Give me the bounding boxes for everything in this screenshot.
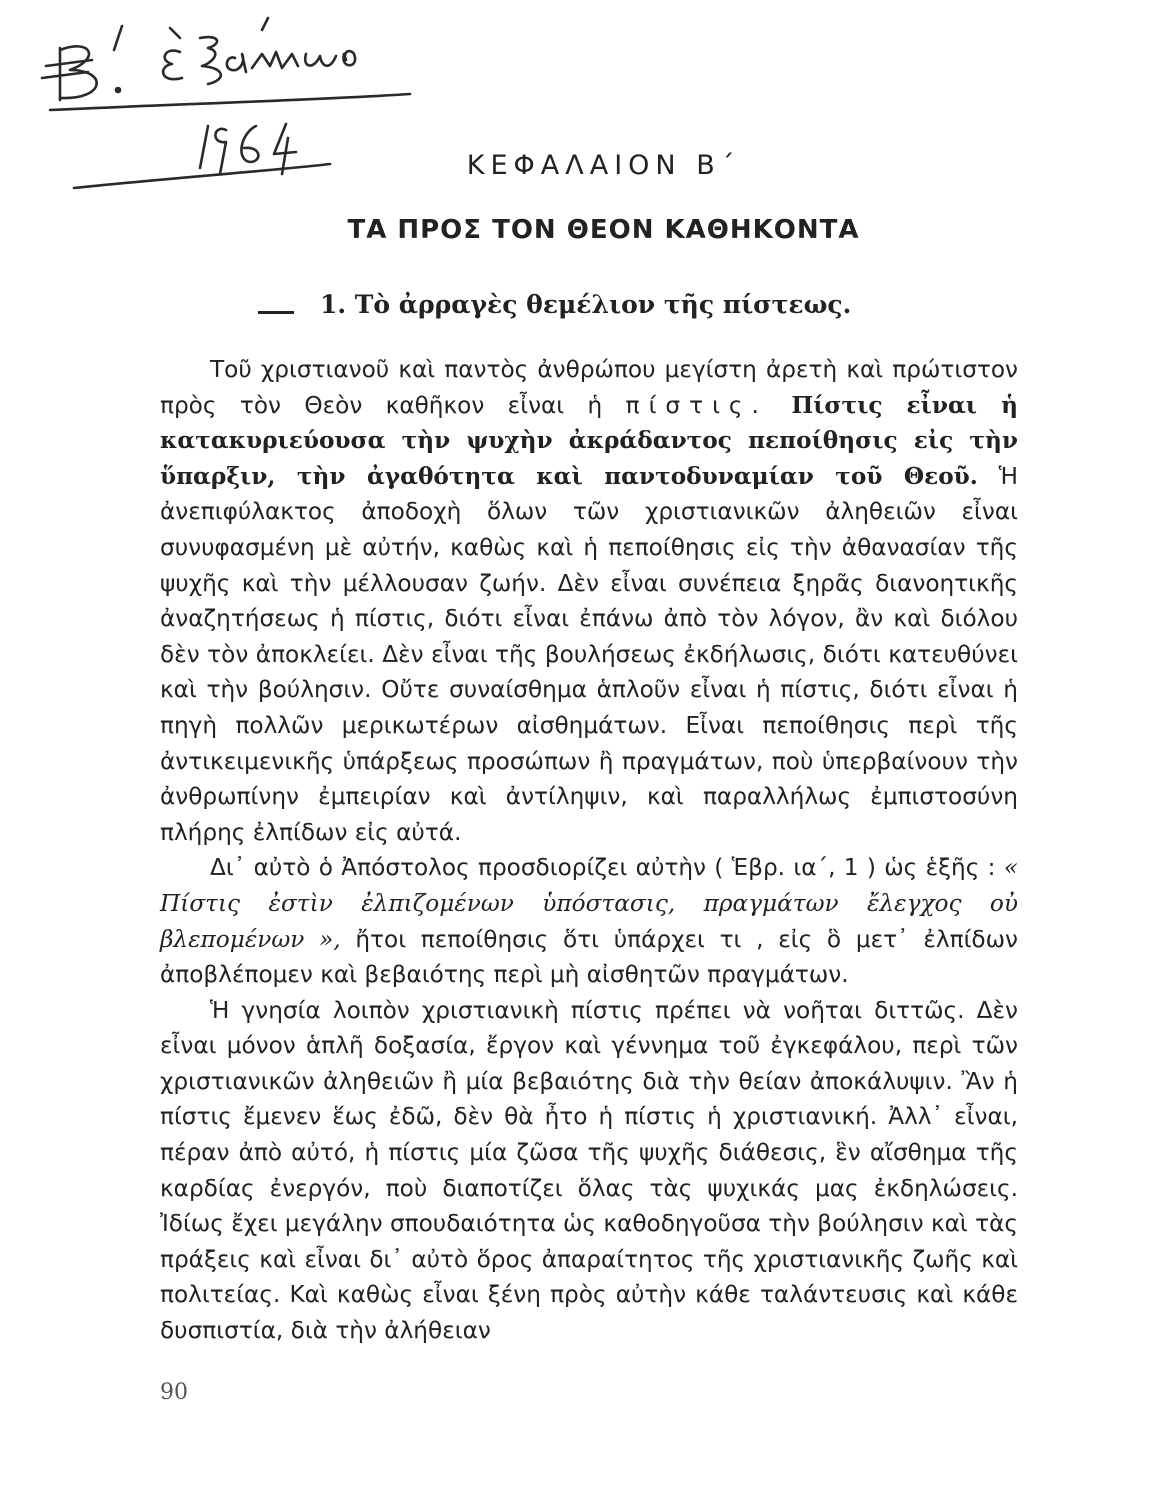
page-number: 90 xyxy=(160,1380,188,1405)
paragraph-2-intro: Δι᾿ αὐτὸ ὁ Ἀπόστολος προσδιορίζει αὐτὴν ( Ἑβρ. ια΄, 1 ) ὡς ἑξῆς : xyxy=(210,854,1004,882)
paragraph-2 xyxy=(160,850,1018,992)
paragraph-1-intro: Τοῦ χριστιανοῦ καὶ παντὸς ἀνθρώπου μεγίστη ἀρετὴ καὶ πρώτιστον πρὸς τὸν Θεὸν καθῆκον εἶναι ἡ xyxy=(160,356,1018,419)
section-heading-text: 1. Τὸ ἀρραγὲς θεμέλιον τῆς πίστεως. xyxy=(320,290,852,319)
section-dash xyxy=(258,311,294,314)
paragraph-2-body: ἤτοι πεποίθησις ὅτι ὑπάρχει τι , εἰς ὃ μετ᾿ ἐλπίδων ἀποβλέπομεν καὶ βεβαιότης περὶ μὴ αἰσθητῶν πραγμάτων. xyxy=(160,925,1018,989)
chapter-title: ΤΑ ΠΡΟΣ ΤΟΝ ΘΕΟΝ ΚΑΘΗΚΟΝΤΑ xyxy=(347,215,860,245)
chapter-heading: ΚΕΦΑΛΑΙΟΝ Β΄ xyxy=(466,150,741,181)
paragraph-1-body: Ἡ ἀνεπιφύλακτος ἀποδοχὴ ὅλων τῶν χριστιανικῶν ἀληθειῶν εἶναι συνυφασμένη μὲ αὐτήν, καθὼς καὶ ἡ πεποίθησις εἰς τὴν ἀθανασίαν τῆς ψυχῆς καὶ τὴν μέλλουσαν ζωήν. Δὲν εἶναι συνέπεια ξηρᾶς διανοητικῆς ἀναζητήσεως ἡ πίστις, διότι εἶναι ἐπάνω ἀπὸ τὸν λόγον, ἂν καὶ διόλου δὲν τὸν ἀποκλείει. Δὲν εἶναι τῆς βουλήσεως ἐκδήλωσις, διότι κατευθύνει καὶ τὴν βούλησιν. Οὔτε συναίσθημα ἁπλοῦν εἶναι ἡ πίστις, διότι εἶναι ἡ πηγὴ πολλῶν μερικωτέρων αἰσθημάτων. Εἶναι πεποίθησις περὶ τῆς ἀντικειμενικῆς ὑπάρξεως προσώπων ἢ πραγμάτων, ποὺ ὑπερβαίνουν τὴν ἀνθρωπίνην ἐμπειρίαν καὶ ἀντίληψιν, καὶ παραλλήλως ἐμπιστοσύνη πλήρης ἐλπίδων εἰς αὐτά. xyxy=(160,462,1019,846)
scripture-quote: « Πίστις ἐστὶν ἐλπιζομένων ὑπόστασις, πραγμάτων ἔλεγχος οὐ βλεπομένων », xyxy=(160,854,1018,953)
spaced-word-pistis: πίστις. xyxy=(625,391,768,419)
paragraph-3: Ἡ γνησία λοιπὸν χριστιανικὴ πίστις πρέπει νὰ νοῆται διττῶς. Δὲν εἶναι μόνον ἁπλῆ δοξασία, ἔργον καὶ γέννημα τοῦ ἐγκεφάλου, περὶ τῶν χριστιανικῶν ἀληθειῶν ἢ μία βεβαιότης διὰ τὴν θείαν ἀποκάλυψιν. Ἂν ἡ πίστις ἔμενεν ἕως ἐδῶ, δὲν θὰ ἦτο ἡ πίστις ἡ χριστιανική. Ἀλλ᾿ εἶναι, πέραν ἀπὸ αὐτό, ἡ πίστις μία ζῶσα τῆς ψυχῆς διάθεσις, ἓν αἴσθημα τῆς καρδίας ἐνεργόν, ποὺ διαποτίζει ὅλας τὰς ψυχικάς μας ἐκδηλώσεις. Ἰδίως ἔχει μεγάλην σπουδαιότητα ὡς καθοδηγοῦσα τὴν βούλησιν καὶ τὰς πράξεις καὶ εἶναι δι᾿ αὐτὸ ὅρος ἀπαραίτητος τῆς χριστιανικῆς ζωῆς καὶ πολιτείας. Καὶ καθὼς εἶναι ξένη πρὸς αὐτὴν κάθε ταλάντευσις καὶ κάθε δυσπιστία, διὰ τὴν ἀλήθειαν xyxy=(160,996,1018,1345)
paragraph-1 xyxy=(160,352,1018,850)
body-text xyxy=(160,352,1018,1349)
bold-definition: Πίστις εἶναι ἡ κατακυριεύουσα τὴν ψυχὴν ἀκράδαντος πεποίθησις εἰς τὴν ὕπαρξιν, τὴν ἀγαθότητα καὶ παντοδυναμίαν τοῦ Θεοῦ. xyxy=(160,391,1018,490)
section-heading xyxy=(258,290,851,319)
